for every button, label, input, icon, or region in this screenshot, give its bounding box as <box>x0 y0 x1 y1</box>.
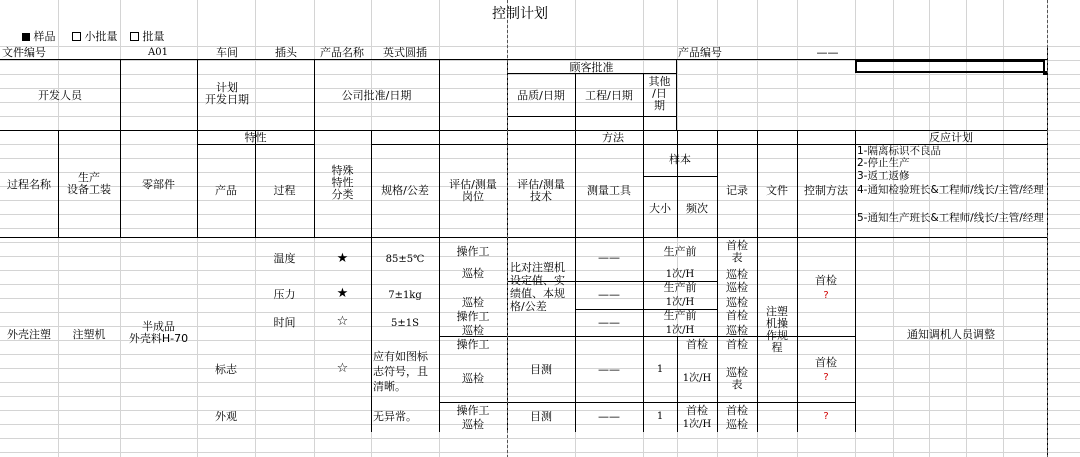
special-mark: ☆ <box>336 314 349 329</box>
col-sample: 样本 <box>669 153 691 166</box>
col-characteristics: 特性 <box>244 131 267 144</box>
selected-cell[interactable] <box>855 60 1045 73</box>
document-value: 注塑 机操 作规 程 <box>766 305 788 354</box>
tech-visual: 目测 <box>530 410 552 423</box>
post-patrol: 巡检 <box>462 372 484 385</box>
doc-no-label: 文件编号 <box>2 46 46 59</box>
freq-before: 生产前 <box>663 309 697 322</box>
control-method-2: 首检 <box>815 356 837 369</box>
spec-appearance: 无异常。 <box>373 410 417 423</box>
post-patrol: 巡检 <box>462 324 484 337</box>
other-date-label: 其他 /日 期 <box>648 75 671 112</box>
col-special: 特殊 特性 分类 <box>331 164 354 201</box>
freq-first: 首检 <box>686 404 708 417</box>
tool-value: —— <box>598 410 620 423</box>
tool-value: —— <box>598 251 620 264</box>
question-mark-2: ? <box>823 372 829 383</box>
spec-time: 5±1S <box>391 318 419 329</box>
workshop-label: 车间 <box>216 46 238 59</box>
tool-value: —— <box>598 316 620 329</box>
product-no-label: 产品编号 <box>678 46 722 59</box>
col-tool: 测量工具 <box>587 184 631 197</box>
freq-hourly: 1次/H <box>665 269 695 280</box>
col-method: 方法 <box>602 131 624 144</box>
col-process-name: 过程名称 <box>7 178 51 191</box>
col-part: 零部件 <box>142 178 175 191</box>
checkbox-sample[interactable] <box>22 31 56 43</box>
col-size: 大小 <box>649 202 671 215</box>
record-first: 首检 表 <box>726 239 748 264</box>
col-record: 记录 <box>726 184 748 197</box>
record-first: 首检 <box>726 404 748 417</box>
freq-hourly: 1次/H <box>665 297 695 308</box>
tool-value: —— <box>598 363 620 376</box>
quality-date-label: 品质/日期 <box>517 89 565 102</box>
process-pressure: 压力 <box>273 288 296 301</box>
reaction-item: 5-通知生产班长&工程师/线长/主管/经理 <box>857 212 1044 224</box>
product-name-value: 英式圆插 <box>383 46 427 59</box>
product-name-label: 产品名称 <box>320 46 364 59</box>
control-method-1: 首检 <box>815 274 837 287</box>
company-approval-label: 公司批准/日期 <box>341 89 412 102</box>
freq-before: 生产前 <box>663 281 697 294</box>
process-temperature: 温度 <box>273 252 296 265</box>
post-patrol: 巡检 <box>462 267 484 280</box>
part-value: 半成品 外壳料H-70 <box>128 320 189 345</box>
page-title: 控制计划 <box>492 6 548 22</box>
checkbox-unchecked-icon <box>72 32 81 41</box>
spec-temperature: 85±5℃ <box>385 254 425 265</box>
equipment-value: 注塑机 <box>72 328 106 341</box>
record-first: 首检 <box>726 338 748 351</box>
col-product: 产品 <box>215 184 237 197</box>
record-patrol: 巡检 <box>726 324 748 337</box>
checkbox-label-batch: 批量 <box>142 30 165 43</box>
question-mark-3: ? <box>823 411 829 422</box>
freq-first: 首检 <box>686 338 708 351</box>
tech-visual: 目测 <box>530 363 552 376</box>
spec-pressure: 7±1kg <box>388 290 422 301</box>
post-patrol: 巡检 <box>462 418 484 431</box>
post-op: 操作工 <box>456 404 490 417</box>
col-equipment: 生产 设备工装 <box>67 171 111 196</box>
product-mark: 标志 <box>215 363 237 376</box>
record-patrol: 巡检 <box>726 281 748 294</box>
doc-no-value: A01 <box>148 47 168 58</box>
plan-dev-date-label: 计划 开发日期 <box>205 81 249 106</box>
col-reaction-plan: 反应计划 <box>929 131 973 144</box>
workshop-value: 插头 <box>275 46 297 59</box>
freq-before: 生产前 <box>663 245 697 258</box>
col-freq: 频次 <box>686 202 708 215</box>
question-mark-1: ? <box>823 290 829 301</box>
reaction-item: 4-通知检验班长&工程师/线长/主管/经理 <box>857 184 1044 196</box>
checkbox-batch[interactable] <box>130 31 165 43</box>
special-mark: ★ <box>336 251 349 266</box>
post-op: 操作工 <box>456 310 490 323</box>
product-no-value: —— <box>816 46 839 59</box>
col-control-method: 控制方法 <box>804 184 848 197</box>
size-value: 1 <box>656 364 664 375</box>
customer-approval-label: 顾客批准 <box>569 61 614 74</box>
post-op: 操作工 <box>456 338 490 351</box>
col-document: 文件 <box>766 184 788 197</box>
checkbox-unchecked-icon <box>130 32 139 41</box>
product-appearance: 外观 <box>215 410 237 423</box>
engineering-date-label: 工程/日期 <box>585 89 633 102</box>
post-patrol: 巡检 <box>462 296 484 309</box>
record-patrol: 巡检 <box>726 268 748 281</box>
post-op: 操作工 <box>456 245 490 258</box>
checkbox-checked-icon <box>22 33 30 41</box>
size-value: 1 <box>656 411 664 422</box>
tool-value: —— <box>598 288 620 301</box>
developer-label: 开发人员 <box>38 89 82 102</box>
freq-hourly: 1次/H <box>682 419 712 430</box>
checkbox-label-small-batch: 小批量 <box>84 30 118 43</box>
reaction-item: 2-停止生产 <box>857 157 910 169</box>
spec-mark: 应有如图标志符号，且清晰。 <box>373 350 428 393</box>
col-process: 过程 <box>273 184 296 197</box>
eval-tech-group: 比对注塑机设定值、实绩值、本规格/公差 <box>510 261 565 313</box>
reaction-item: 3-返工返修 <box>857 170 910 182</box>
special-mark: ★ <box>336 286 349 301</box>
checkbox-small-batch[interactable] <box>72 31 118 43</box>
checkbox-label-sample: 样品 <box>33 30 56 43</box>
col-eval-post: 评估/测量 岗位 <box>449 178 497 203</box>
process-time: 时间 <box>273 316 296 329</box>
freq-hourly: 1次/H <box>682 373 712 384</box>
special-mark: ☆ <box>336 361 349 376</box>
reaction-value: 通知调机人员调整 <box>907 328 995 341</box>
reaction-item: 1-隔离标识不良品 <box>857 145 941 157</box>
record-patrol: 巡检 表 <box>726 366 748 391</box>
record-first: 首检 <box>726 309 748 322</box>
col-eval-tech: 评估/测量 技术 <box>517 178 565 203</box>
col-spec: 规格/公差 <box>381 184 429 197</box>
process-name-value: 外壳注塑 <box>7 328 51 341</box>
record-patrol: 巡检 <box>726 296 748 309</box>
freq-hourly: 1次/H <box>665 325 695 336</box>
record-patrol: 巡检 <box>726 418 748 431</box>
